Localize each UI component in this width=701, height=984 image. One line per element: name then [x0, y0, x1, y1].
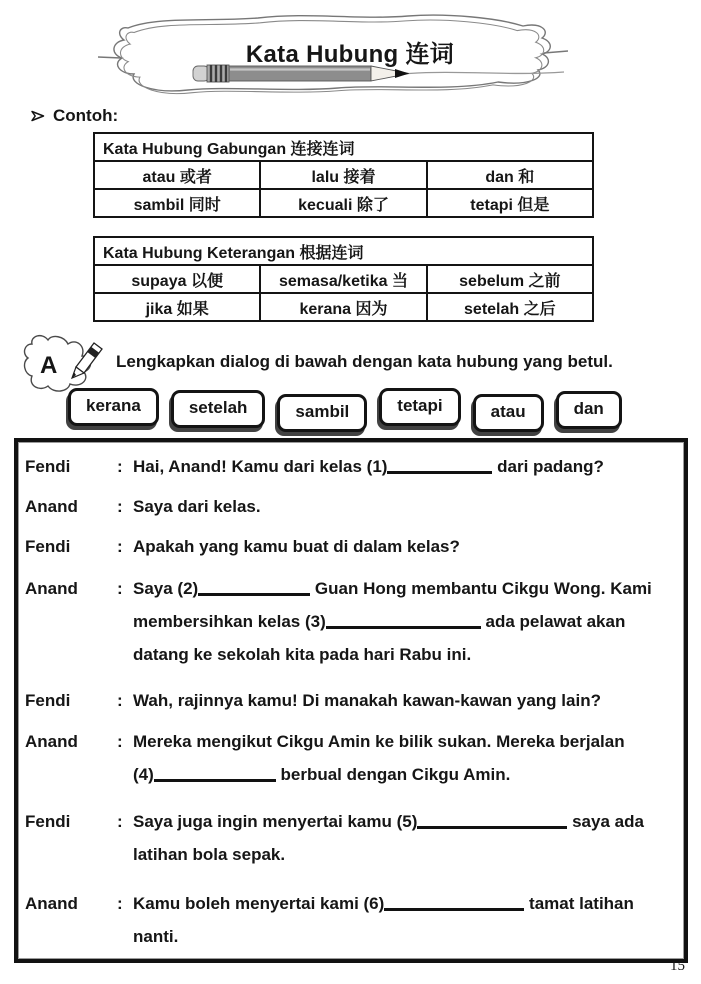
dialog-segment: Hai, Anand! Kamu dari kelas (1): [133, 457, 388, 476]
svg-text:A: A: [40, 352, 58, 379]
dialog-text: [133, 490, 676, 523]
table-cell: tetapi 但是: [427, 189, 593, 217]
dialog-segment: nanti.: [133, 927, 179, 946]
kata-hubung-keterangan-table: [93, 236, 594, 322]
contoh-label: Contoh:: [53, 106, 119, 125]
speaker-name: Fendi: [25, 457, 71, 476]
table-header-cell: Kata Hubung Keterangan 根据连词: [94, 237, 593, 265]
dialog-segment: berbual dengan Cikgu Amin.: [275, 765, 511, 784]
dialog-text: [133, 684, 676, 717]
table-cell: dan 和: [427, 161, 593, 189]
dialog-box: [14, 438, 688, 963]
kata-hubung-gabungan-table: [93, 132, 594, 218]
speaker-colon: :: [117, 457, 123, 476]
dialog-segment: Kamu boleh menyertai kami (6): [133, 894, 385, 913]
word-bank-option-atau[interactable]: atau: [473, 394, 544, 432]
table-cell: kerana 因为: [260, 293, 426, 321]
speaker-colon: :: [117, 497, 123, 516]
speaker-colon: :: [117, 894, 123, 913]
word-bank-option-sambil[interactable]: sambil: [277, 394, 367, 432]
speaker-colon: :: [117, 812, 123, 831]
speaker-name: Anand: [25, 894, 78, 913]
title-banner: [98, 12, 568, 96]
section-a-instruction: Lengkapkan dialog di bawah dengan kata hubung yang betul.: [116, 352, 613, 371]
table-cell: setelah 之后: [427, 293, 593, 321]
table-cell: lalu 接着: [260, 161, 426, 189]
table-header-cell: Kata Hubung Gabungan 连接连词: [94, 133, 593, 161]
word-bank: [68, 388, 701, 434]
speaker-name: Fendi: [25, 691, 71, 710]
dialog-text: [133, 887, 676, 953]
dialog-text: [133, 725, 676, 791]
table-row: [94, 189, 593, 217]
answer-blank-2[interactable]: [198, 575, 310, 596]
arrow-bullet-icon: [30, 109, 45, 123]
table-cell: atau 或者: [94, 161, 260, 189]
dialog-segment: Wah, rajinnya kamu! Di manakah kawan-kawan yang lain?: [133, 691, 601, 710]
dialog-segment: Apakah yang kamu buat di dalam kelas?: [133, 537, 460, 556]
word-bank-option-dan[interactable]: dan: [556, 391, 622, 429]
dialog-segment: Saya (2): [133, 579, 199, 598]
answer-blank-6[interactable]: [384, 890, 524, 911]
dialog-segment: datang ke sekolah kita pada hari Rabu ini.: [133, 645, 472, 664]
dialog-text: [133, 530, 676, 563]
table-cell: supaya 以便: [94, 265, 260, 293]
answer-blank-3[interactable]: [326, 608, 481, 629]
dialog-entry: [25, 887, 676, 953]
table-cell: jika 如果: [94, 293, 260, 321]
dialog-entry: [25, 530, 676, 563]
dialog-segment: latihan bola sepak.: [133, 845, 286, 864]
answer-blank-4[interactable]: [154, 761, 276, 782]
dialog-entry: [25, 725, 676, 791]
word-bank-option-setelah[interactable]: setelah: [171, 390, 266, 428]
table-cell: kecuali 除了: [260, 189, 426, 217]
table-row: [94, 293, 593, 321]
word-bank-option-tetapi[interactable]: tetapi: [379, 388, 460, 426]
dialog-text: [133, 805, 676, 871]
dialog-segment: dari padang?: [492, 457, 604, 476]
dialog-segment: membersihkan kelas (3): [133, 612, 326, 631]
speaker-name: Anand: [25, 579, 78, 598]
dialog-segment: tamat latihan: [524, 894, 634, 913]
speaker-name: Anand: [25, 732, 78, 751]
word-bank-option-kerana[interactable]: kerana: [68, 388, 159, 426]
dialog-segment: ada pelawat akan: [480, 612, 626, 631]
section-a-cloud-icon: [20, 330, 106, 394]
answer-blank-5[interactable]: [417, 808, 567, 829]
page-title: Kata Hubung 连词: [245, 41, 455, 68]
speaker-colon: :: [117, 732, 123, 751]
dialog-segment: Saya juga ingin menyertai kamu (5): [133, 812, 418, 831]
dialog-segment: Saya dari kelas.: [133, 497, 261, 516]
contoh-heading: [30, 106, 701, 126]
answer-blank-1[interactable]: [387, 453, 492, 474]
dialog-segment: (4): [133, 765, 154, 784]
table-cell: sebelum 之前: [427, 265, 593, 293]
dialog-entry: [25, 450, 676, 483]
page-number: 15: [670, 958, 685, 974]
dialog-segment: Guan Hong membantu Cikgu Wong. Kami: [310, 579, 652, 598]
dialog-text: [133, 450, 676, 483]
dialog-entry: [25, 805, 676, 871]
dialog-text: [133, 572, 676, 671]
dialog-segment: saya ada: [567, 812, 644, 831]
speaker-colon: :: [117, 691, 123, 710]
speaker-name: Fendi: [25, 812, 71, 831]
speaker-colon: :: [117, 537, 123, 556]
table-row: [94, 161, 593, 189]
table-cell: sambil 同时: [94, 189, 260, 217]
table-cell: semasa/ketika 当: [260, 265, 426, 293]
dialog-segment: Mereka mengikut Cikgu Amin ke bilik sukan. Mereka berjalan: [133, 732, 625, 751]
table-row: [94, 265, 593, 293]
section-a-header: [20, 332, 701, 386]
speaker-colon: :: [117, 579, 123, 598]
speaker-name: Fendi: [25, 537, 71, 556]
speaker-name: Anand: [25, 497, 78, 516]
dialog-entry: [25, 490, 676, 523]
dialog-entry: [25, 572, 676, 671]
dialog-entry: [25, 684, 676, 717]
